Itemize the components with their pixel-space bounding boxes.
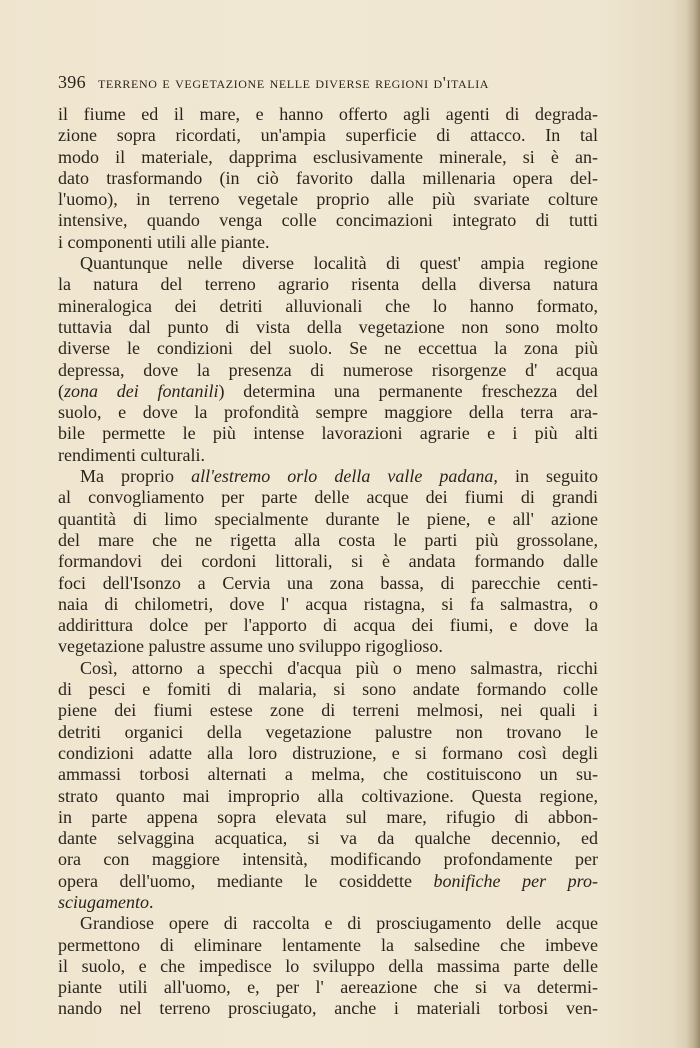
text-segment: dato trasformando (in ciò favorito dalla millenaria opera del- xyxy=(58,167,598,188)
text-line xyxy=(58,722,598,743)
text-line xyxy=(58,956,598,977)
text-line xyxy=(58,317,598,338)
text-segment: modo il materiale, dapprima esclusivamente minerale, si è an- xyxy=(58,146,598,167)
text-segment: l'uomo), in terreno vegetale proprio alle più svariate colture xyxy=(58,189,598,210)
text-segment: Così, attorno a specchi d'acqua più o meno salmastra, ricchi xyxy=(80,657,598,678)
text-segment: la natura del terreno agrario risenta della diversa natura xyxy=(58,274,598,295)
text-segment: depressa, dove la presenza di numerose risorgenze d' acqua xyxy=(58,359,598,380)
text-line xyxy=(58,360,598,381)
text-segment: strato quanto mai improprio alla coltivazione. Questa regione, xyxy=(58,785,598,806)
text-segment: opera dell'uomo, mediante le cosiddette xyxy=(58,870,434,891)
text-line xyxy=(58,381,598,402)
text-line xyxy=(58,551,598,572)
running-header xyxy=(58,72,618,93)
text-segment: al convogliamento per parte delle acque dei fiumi di grandi xyxy=(58,487,598,508)
text-line xyxy=(58,466,598,487)
text-segment: quantità di limo specialmente durante le piene, e all' azione xyxy=(58,508,598,529)
body-text xyxy=(58,104,598,1020)
text-line xyxy=(58,892,598,913)
text-segment: . xyxy=(148,891,154,912)
text-segment: ammassi torbosi alternati a melma, che costituiscono un su- xyxy=(58,764,598,785)
text-segment: il suolo, e che impedisce lo sviluppo della massima parte delle xyxy=(58,955,598,976)
text-segment: Ma proprio xyxy=(80,466,192,487)
italic-text: sciugamento xyxy=(58,891,149,912)
text-segment: nando nel terreno prosciugato, anche i materiali torbosi ven- xyxy=(58,998,598,1019)
text-line xyxy=(58,210,598,231)
text-line xyxy=(58,423,598,444)
text-segment: zione sopra ricordati, un'ampia superficie di attacco. In tal xyxy=(58,125,598,146)
italic-text: bonifiche per pro- xyxy=(433,870,598,891)
text-segment: addirittura dolce per l'apporto di acqua dei fiumi, e dove la xyxy=(58,615,598,636)
text-segment: bile permette le più intense lavorazioni agrarie e i più alti xyxy=(58,423,598,444)
text-segment: Grandiose opere di raccolta e di prosciugamento delle acque xyxy=(80,913,598,934)
text-segment: ) determina una permanente freschezza del xyxy=(218,380,598,401)
page-number: 396 xyxy=(58,72,86,92)
text-line xyxy=(58,594,598,615)
text-line xyxy=(58,338,598,359)
text-line xyxy=(58,509,598,530)
text-segment: detriti organici della vegetazione palustre non trovano le xyxy=(58,721,598,742)
text-segment: vegetazione palustre assume uno sviluppo rigoglioso. xyxy=(58,636,443,657)
text-segment: tuttavia dal punto di vista della vegetazione non sono molto xyxy=(58,316,598,337)
text-line xyxy=(58,871,598,892)
text-segment: naia di chilometri, dove l' acqua ristagna, si fa salmastra, o xyxy=(58,593,598,614)
text-segment: diverse le condizioni del suolo. Se ne eccettua la zona più xyxy=(58,338,598,359)
text-line xyxy=(58,189,598,210)
text-line xyxy=(58,764,598,785)
text-line xyxy=(58,125,598,146)
text-line xyxy=(58,935,598,956)
text-segment: rendimenti culturali. xyxy=(58,444,205,465)
text-segment: i componenti utili alle piante. xyxy=(58,231,270,252)
text-line xyxy=(58,679,598,700)
text-line xyxy=(58,658,598,679)
text-line xyxy=(58,445,598,466)
text-segment: Quantunque nelle diverse località di quest' ampia regione xyxy=(80,253,598,274)
text-line xyxy=(58,615,598,636)
text-segment: mineralogica dei detriti alluvionali che lo hanno formato, xyxy=(58,295,598,316)
text-segment: intensive, quando venga colle concimazioni integrato di tutti xyxy=(58,210,598,231)
text-segment: ( xyxy=(58,380,64,401)
running-title: terreno e vegetazione nelle diverse regioni d'italia xyxy=(97,73,490,92)
text-line xyxy=(58,232,598,253)
text-segment: permettono di eliminare lentamente la salsedine che imbeve xyxy=(58,934,598,955)
text-segment: condizioni adatte alla loro distruzione, e si formano così degli xyxy=(58,742,598,763)
text-segment: di pesci e fomiti di malaria, si sono andate formando colle xyxy=(58,679,598,700)
text-line xyxy=(58,530,598,551)
text-line xyxy=(58,977,598,998)
italic-text: all'estremo orlo della valle padana, xyxy=(191,466,498,487)
text-line xyxy=(58,828,598,849)
text-line xyxy=(58,573,598,594)
text-line xyxy=(58,849,598,870)
text-line xyxy=(58,807,598,828)
text-segment: del mare che ne rigetta alla costa le parti più grossolane, xyxy=(58,529,598,550)
page-spine-shadow xyxy=(686,0,700,1048)
text-segment: dante selvaggina acquatica, si va da qualche decennio, ed xyxy=(58,828,598,849)
text-segment: in seguito xyxy=(497,466,599,487)
text-line xyxy=(58,104,598,125)
text-segment: piene dei fiumi estese zone di terreni melmosi, nei quali i xyxy=(58,700,598,721)
text-line xyxy=(58,274,598,295)
italic-text: zona dei fontanili xyxy=(64,380,219,401)
text-line xyxy=(58,253,598,274)
text-line xyxy=(58,786,598,807)
text-segment: ora con maggiore intensità, modificando profondamente per xyxy=(58,849,598,870)
text-segment: suolo, e dove la profondità sempre maggiore della terra ara- xyxy=(58,402,598,423)
text-segment: in parte appena sopra elevata sul mare, rifugio di abbon- xyxy=(58,806,598,827)
text-line xyxy=(58,402,598,423)
text-segment: il fiume ed il mare, e hanno offerto agli agenti di degrada- xyxy=(58,104,598,124)
text-line xyxy=(58,700,598,721)
text-line xyxy=(58,168,598,189)
text-line xyxy=(58,487,598,508)
text-line xyxy=(58,147,598,168)
text-line xyxy=(58,743,598,764)
text-segment: piante utili all'uomo, e, per l' aereazione che si va determi- xyxy=(58,977,598,998)
text-segment: formandovi dei cordoni littorali, si è andata formando dalle xyxy=(58,551,598,572)
text-line xyxy=(58,636,598,657)
text-line xyxy=(58,998,598,1019)
text-line xyxy=(58,296,598,317)
text-line xyxy=(58,913,598,934)
text-segment: foci dell'Isonzo a Cervia una zona bassa, di parecchie centi- xyxy=(58,572,598,593)
